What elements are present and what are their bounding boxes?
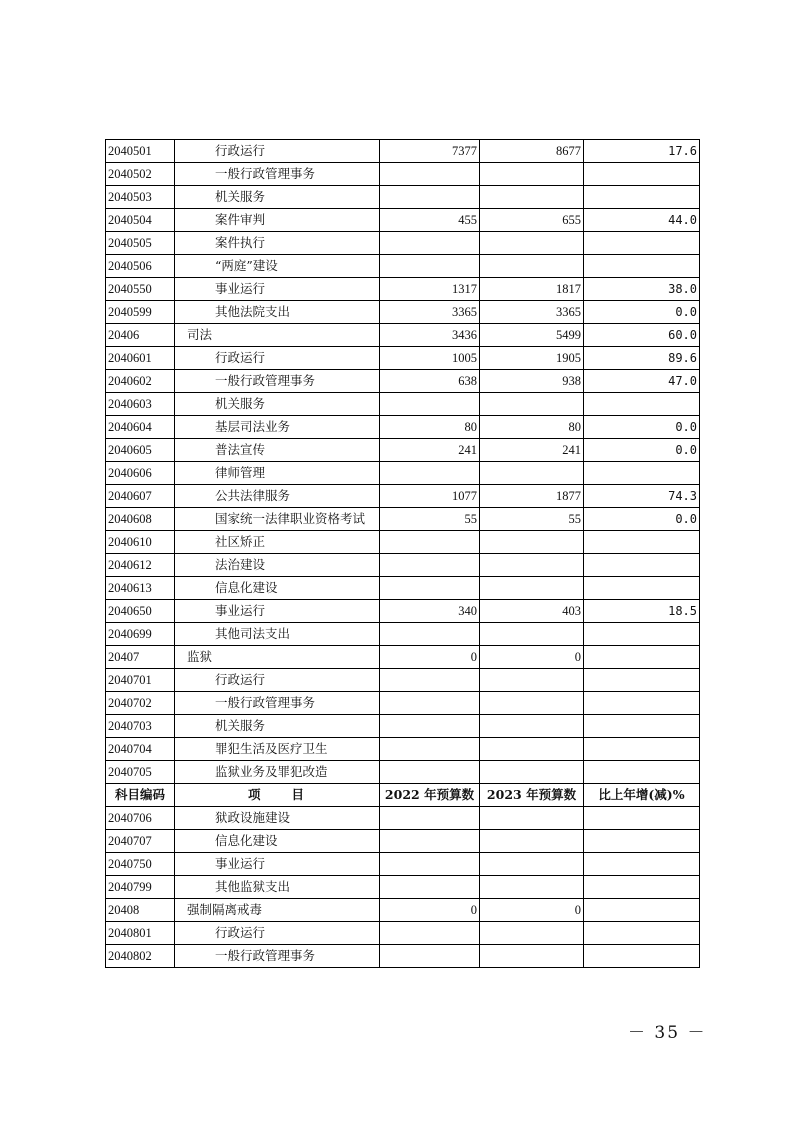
- row-item-name: 国家统一法律职业资格考试: [175, 508, 380, 531]
- row-code: 2040506: [106, 255, 175, 278]
- row-item-name: 公共法律服务: [175, 485, 380, 508]
- row-budget-2023: 1905: [480, 347, 584, 370]
- row-item-name: 事业运行: [175, 278, 380, 301]
- row-budget-2022: [380, 761, 480, 784]
- row-item-name: 行政运行: [175, 347, 380, 370]
- row-change-percent: [584, 738, 700, 761]
- table-row: [106, 692, 700, 715]
- row-budget-2022: 455: [380, 209, 480, 232]
- table-row: [106, 646, 700, 669]
- row-item-name: 一般行政管理事务: [175, 692, 380, 715]
- row-budget-2023: [480, 393, 584, 416]
- row-code: 2040612: [106, 554, 175, 577]
- table-body-top: [106, 140, 700, 784]
- row-change-percent: 0.0: [584, 416, 700, 439]
- row-budget-2022: [380, 738, 480, 761]
- row-change-percent: [584, 876, 700, 899]
- row-code: 2040607: [106, 485, 175, 508]
- row-code: 2040613: [106, 577, 175, 600]
- table-row: [106, 554, 700, 577]
- row-code: 2040699: [106, 623, 175, 646]
- header-budget-2023: 2023 年预算数: [480, 784, 584, 807]
- row-budget-2022: 241: [380, 439, 480, 462]
- row-item-name: 事业运行: [175, 853, 380, 876]
- row-code: 2040603: [106, 393, 175, 416]
- row-item-name: 监狱业务及罪犯改造: [175, 761, 380, 784]
- row-item-name: 一般行政管理事务: [175, 945, 380, 968]
- table-row: [106, 209, 700, 232]
- row-change-percent: 18.5: [584, 600, 700, 623]
- row-change-percent: 89.6: [584, 347, 700, 370]
- table-row: [106, 922, 700, 945]
- row-code: 2040599: [106, 301, 175, 324]
- row-budget-2022: 3365: [380, 301, 480, 324]
- row-budget-2022: [380, 554, 480, 577]
- row-change-percent: 47.0: [584, 370, 700, 393]
- row-change-percent: 60.0: [584, 324, 700, 347]
- row-budget-2023: [480, 623, 584, 646]
- row-change-percent: [584, 830, 700, 853]
- table-row: [106, 899, 700, 922]
- row-code: 2040606: [106, 462, 175, 485]
- row-change-percent: [584, 922, 700, 945]
- table-row: [106, 347, 700, 370]
- table-row: [106, 508, 700, 531]
- row-item-name: 行政运行: [175, 922, 380, 945]
- row-budget-2022: [380, 715, 480, 738]
- row-item-name: 机关服务: [175, 715, 380, 738]
- row-budget-2023: [480, 554, 584, 577]
- row-budget-2022: [380, 462, 480, 485]
- row-item-name: 事业运行: [175, 600, 380, 623]
- row-code: 2040610: [106, 531, 175, 554]
- row-change-percent: 0.0: [584, 439, 700, 462]
- row-change-percent: 17.6: [584, 140, 700, 163]
- row-budget-2023: 655: [480, 209, 584, 232]
- row-item-name: 司法: [175, 324, 380, 347]
- table-row: [106, 186, 700, 209]
- table-row: [106, 393, 700, 416]
- row-change-percent: [584, 715, 700, 738]
- row-code: 2040501: [106, 140, 175, 163]
- row-code: 2040650: [106, 600, 175, 623]
- row-code: 2040705: [106, 761, 175, 784]
- row-item-name: 律师管理: [175, 462, 380, 485]
- row-budget-2023: [480, 462, 584, 485]
- row-change-percent: [584, 232, 700, 255]
- row-budget-2023: [480, 531, 584, 554]
- row-item-name: 一般行政管理事务: [175, 370, 380, 393]
- row-change-percent: 0.0: [584, 301, 700, 324]
- row-code: 2040703: [106, 715, 175, 738]
- row-budget-2022: 638: [380, 370, 480, 393]
- row-budget-2023: [480, 807, 584, 830]
- row-item-name: “两庭”建设: [175, 255, 380, 278]
- row-budget-2023: [480, 853, 584, 876]
- table-row: [106, 140, 700, 163]
- row-budget-2022: [380, 692, 480, 715]
- table-row: [106, 876, 700, 899]
- table-row: [106, 462, 700, 485]
- row-item-name: 基层司法业务: [175, 416, 380, 439]
- row-item-name: 社区矫正: [175, 531, 380, 554]
- row-budget-2023: 241: [480, 439, 584, 462]
- header-item: 项 目: [175, 784, 380, 807]
- table-row: [106, 301, 700, 324]
- row-budget-2022: 3436: [380, 324, 480, 347]
- row-budget-2022: 80: [380, 416, 480, 439]
- row-item-name: 机关服务: [175, 393, 380, 416]
- row-item-name: 法治建设: [175, 554, 380, 577]
- table-row: [106, 370, 700, 393]
- row-change-percent: [584, 163, 700, 186]
- header-code: 科目编码: [106, 784, 175, 807]
- table-row: [106, 738, 700, 761]
- row-budget-2023: 403: [480, 600, 584, 623]
- table-row: [106, 623, 700, 646]
- row-code: 2040608: [106, 508, 175, 531]
- row-change-percent: [584, 899, 700, 922]
- row-budget-2022: [380, 186, 480, 209]
- row-budget-2022: [380, 669, 480, 692]
- header-change: 比上年增(减)%: [584, 784, 700, 807]
- row-item-name: 案件审判: [175, 209, 380, 232]
- row-change-percent: [584, 761, 700, 784]
- row-code: 20408: [106, 899, 175, 922]
- row-budget-2023: 80: [480, 416, 584, 439]
- table-row: [106, 485, 700, 508]
- row-item-name: 信息化建设: [175, 577, 380, 600]
- row-budget-2023: [480, 830, 584, 853]
- row-budget-2023: 3365: [480, 301, 584, 324]
- row-budget-2022: 1317: [380, 278, 480, 301]
- budget-table: [105, 139, 700, 968]
- header-budget-2022: 2022 年预算数: [380, 784, 480, 807]
- row-budget-2023: [480, 163, 584, 186]
- row-budget-2022: [380, 623, 480, 646]
- row-code: 2040502: [106, 163, 175, 186]
- row-code: 2040701: [106, 669, 175, 692]
- row-change-percent: [584, 531, 700, 554]
- row-budget-2022: 55: [380, 508, 480, 531]
- row-item-name: 其他法院支出: [175, 301, 380, 324]
- row-budget-2023: [480, 186, 584, 209]
- row-budget-2022: [380, 255, 480, 278]
- table-row: [106, 531, 700, 554]
- row-change-percent: [584, 669, 700, 692]
- table-row: [106, 669, 700, 692]
- row-budget-2022: 1005: [380, 347, 480, 370]
- row-budget-2022: [380, 853, 480, 876]
- row-change-percent: [584, 692, 700, 715]
- row-budget-2023: 8677: [480, 140, 584, 163]
- row-change-percent: [584, 186, 700, 209]
- row-change-percent: [584, 255, 700, 278]
- row-budget-2023: [480, 669, 584, 692]
- row-budget-2023: [480, 692, 584, 715]
- row-item-name: 强制隔离戒毒: [175, 899, 380, 922]
- row-budget-2022: [380, 393, 480, 416]
- row-code: 2040602: [106, 370, 175, 393]
- table-row: [106, 255, 700, 278]
- row-code: 2040604: [106, 416, 175, 439]
- row-item-name: 一般行政管理事务: [175, 163, 380, 186]
- row-item-name: 行政运行: [175, 140, 380, 163]
- table-row: [106, 232, 700, 255]
- row-budget-2022: [380, 945, 480, 968]
- row-budget-2023: [480, 715, 584, 738]
- row-code: 2040504: [106, 209, 175, 232]
- row-budget-2023: [480, 255, 584, 278]
- header-row: [106, 784, 700, 807]
- row-budget-2022: [380, 922, 480, 945]
- table-header: [106, 784, 700, 807]
- row-item-name: 案件执行: [175, 232, 380, 255]
- row-code: 2040706: [106, 807, 175, 830]
- table-row: [106, 761, 700, 784]
- row-budget-2023: 0: [480, 646, 584, 669]
- row-code: 2040704: [106, 738, 175, 761]
- row-budget-2022: [380, 232, 480, 255]
- row-item-name: 其他司法支出: [175, 623, 380, 646]
- row-code: 2040505: [106, 232, 175, 255]
- row-item-name: 监狱: [175, 646, 380, 669]
- row-budget-2023: 0: [480, 899, 584, 922]
- row-code: 2040702: [106, 692, 175, 715]
- row-budget-2023: [480, 876, 584, 899]
- row-budget-2022: [380, 830, 480, 853]
- row-code: 2040802: [106, 945, 175, 968]
- row-change-percent: [584, 462, 700, 485]
- row-item-name: 机关服务: [175, 186, 380, 209]
- row-code: 2040503: [106, 186, 175, 209]
- row-budget-2022: [380, 163, 480, 186]
- row-change-percent: [584, 945, 700, 968]
- row-code: 2040550: [106, 278, 175, 301]
- row-item-name: 其他监狱支出: [175, 876, 380, 899]
- row-change-percent: 38.0: [584, 278, 700, 301]
- row-budget-2022: [380, 577, 480, 600]
- row-budget-2023: 1817: [480, 278, 584, 301]
- row-budget-2023: 55: [480, 508, 584, 531]
- table-row: [106, 830, 700, 853]
- row-change-percent: [584, 577, 700, 600]
- row-code: 2040605: [106, 439, 175, 462]
- table-row: [106, 439, 700, 462]
- row-item-name: 罪犯生活及医疗卫生: [175, 738, 380, 761]
- row-budget-2022: 0: [380, 646, 480, 669]
- row-budget-2023: [480, 922, 584, 945]
- row-budget-2023: [480, 761, 584, 784]
- table-row: [106, 807, 700, 830]
- row-budget-2022: [380, 531, 480, 554]
- row-change-percent: 44.0: [584, 209, 700, 232]
- table-row: [106, 278, 700, 301]
- row-item-name: 狱政设施建设: [175, 807, 380, 830]
- row-code: 20407: [106, 646, 175, 669]
- row-change-percent: [584, 853, 700, 876]
- row-budget-2022: 1077: [380, 485, 480, 508]
- table-row: [106, 577, 700, 600]
- table-row: [106, 163, 700, 186]
- row-budget-2022: [380, 876, 480, 899]
- row-budget-2023: 938: [480, 370, 584, 393]
- row-change-percent: [584, 646, 700, 669]
- row-code: 2040601: [106, 347, 175, 370]
- row-item-name: 行政运行: [175, 669, 380, 692]
- row-item-name: 普法宣传: [175, 439, 380, 462]
- row-budget-2022: [380, 807, 480, 830]
- row-change-percent: [584, 554, 700, 577]
- row-change-percent: 74.3: [584, 485, 700, 508]
- row-change-percent: 0.0: [584, 508, 700, 531]
- row-budget-2022: 0: [380, 899, 480, 922]
- row-code: 2040799: [106, 876, 175, 899]
- table-row: [106, 416, 700, 439]
- row-budget-2023: 1877: [480, 485, 584, 508]
- row-budget-2023: [480, 577, 584, 600]
- table-row: [106, 324, 700, 347]
- table-body-bottom: [106, 807, 700, 968]
- page-number: － 35 －: [628, 1023, 707, 1043]
- row-budget-2023: [480, 945, 584, 968]
- row-budget-2023: [480, 232, 584, 255]
- row-change-percent: [584, 623, 700, 646]
- table-row: [106, 853, 700, 876]
- row-change-percent: [584, 393, 700, 416]
- table-row: [106, 600, 700, 623]
- row-item-name: 信息化建设: [175, 830, 380, 853]
- row-code: 2040707: [106, 830, 175, 853]
- row-code: 2040801: [106, 922, 175, 945]
- row-budget-2022: 7377: [380, 140, 480, 163]
- row-change-percent: [584, 807, 700, 830]
- row-budget-2023: [480, 738, 584, 761]
- row-code: 20406: [106, 324, 175, 347]
- row-code: 2040750: [106, 853, 175, 876]
- row-budget-2023: 5499: [480, 324, 584, 347]
- table-row: [106, 945, 700, 968]
- table-row: [106, 715, 700, 738]
- row-budget-2022: 340: [380, 600, 480, 623]
